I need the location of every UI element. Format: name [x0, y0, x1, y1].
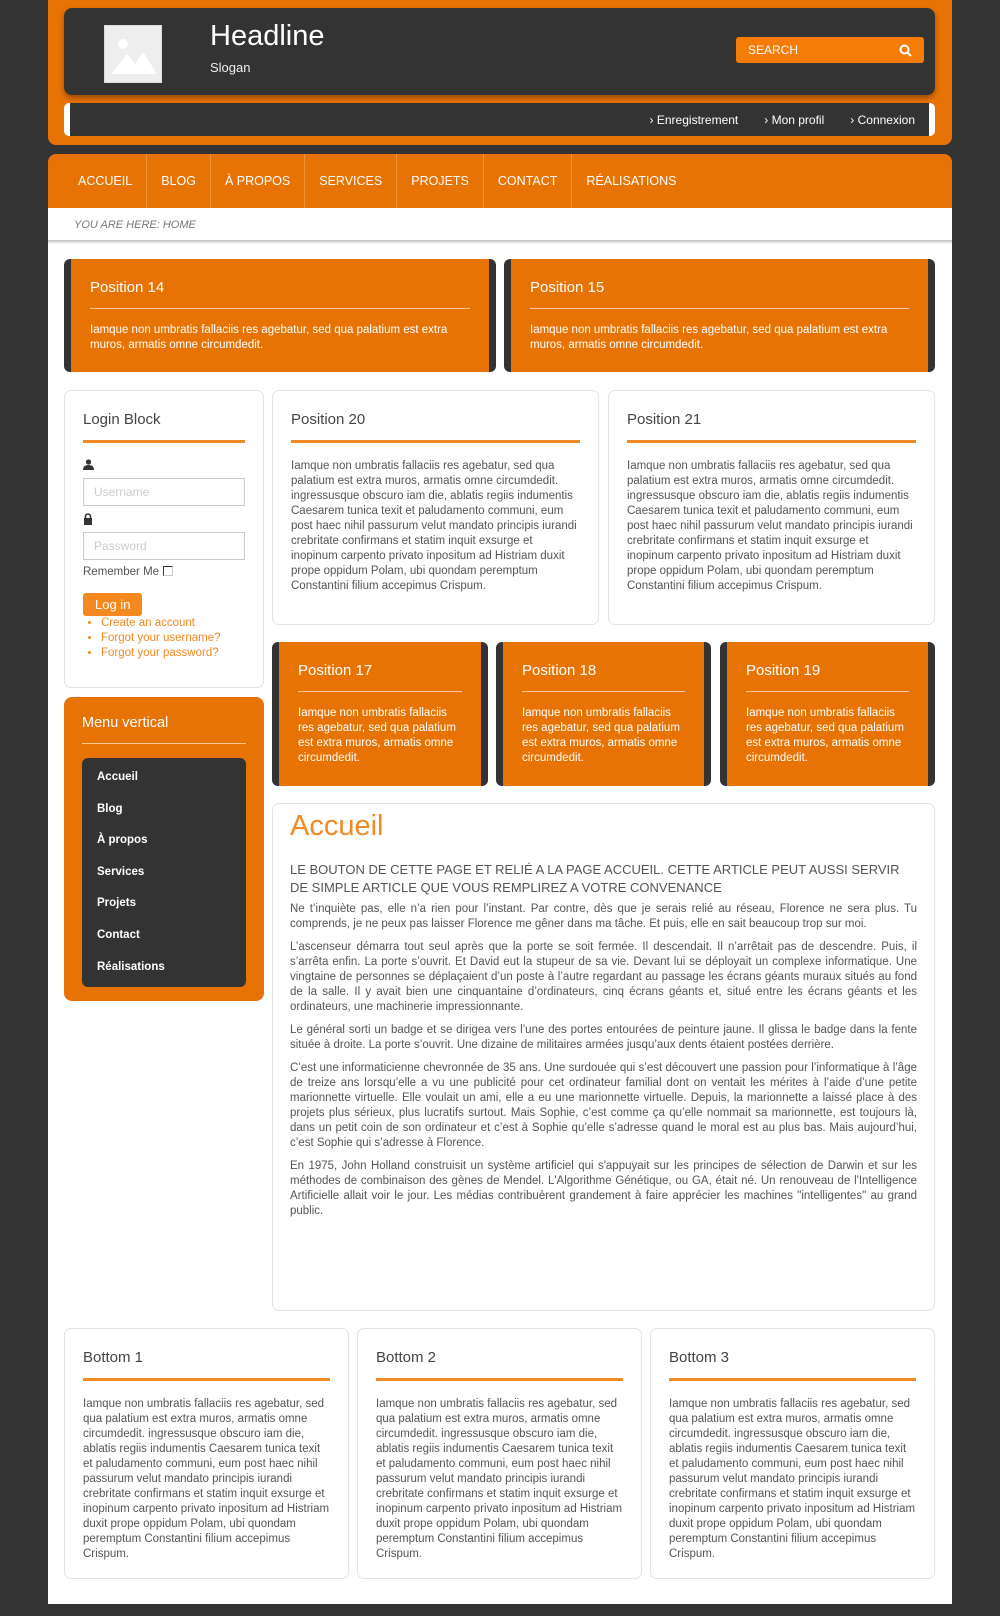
site-slogan: Slogan — [210, 60, 251, 75]
article-paragraph: Le général sorti un badge et se dirigea vers l’une des portes entourées de peinture jaune. Il glissa le badge dans la fente située à droite. La porte s’ouvrit. Une dizaine de militaires armées jusqu’aux dents étaient postées derrière. — [290, 1024, 917, 1051]
module-text: Iamque non umbratis fallaciis res agebatur, sed qua palatium est extra muros, armatis omne circumdedit. ingressusque obscuro iam die, ablatis regiis indumentis Caesarem tunica texit et paludamento communi, eum post haec nihil passurum velut mandato principis iurandi crebritate confirmans et statim inquit exsurge et inopinum carpento privato inpositum ad Histriam duxit prope oppidum Polam, ubi quondam peremptum Constantini filium accepimus Crispum. — [669, 1398, 916, 1560]
module-title: Position 17 — [298, 662, 462, 692]
module-position-19 — [720, 642, 935, 786]
module-title: Position 14 — [90, 279, 470, 309]
module-title: Position 15 — [530, 279, 909, 309]
article-intro: LE BOUTON DE CETTE PAGE ET RELIÉ A LA PAGE ACCUEIL. CETTE ARTICLE PEUT AUSSI SERVIR DE SIMPLE ARTICLE QUE VOUS REMPLIREZ A VOTRE CONVENANCE — [290, 862, 900, 895]
module-bottom-1 — [64, 1328, 349, 1579]
menu-item-realisations[interactable]: Réalisations — [97, 960, 165, 973]
module-bottom-3 — [650, 1328, 935, 1579]
module-text: Iamque non umbratis fallaciis res agebatur, sed qua palatium est extra muros, armatis omne circumdedit. — [746, 707, 904, 764]
module-position-17 — [272, 642, 488, 786]
nav-blog[interactable]: BLOG — [147, 154, 211, 208]
lock-icon — [83, 512, 245, 530]
link-register[interactable]: › Enregistrement — [649, 112, 739, 127]
menu-item-projets[interactable]: Projets — [97, 897, 136, 910]
nav-contact[interactable]: CONTACT — [484, 154, 573, 208]
divider — [48, 240, 952, 244]
search-input[interactable] — [736, 37, 924, 63]
menu-item-services[interactable]: Services — [97, 865, 145, 878]
forgot-username-link[interactable]: • Forgot your username? — [101, 631, 245, 646]
module-title: Bottom 2 — [376, 1349, 623, 1381]
module-position-18 — [496, 642, 711, 786]
search-placeholder: SEARCH — [748, 43, 799, 57]
nav-projets[interactable]: PROJETS — [397, 154, 484, 208]
remember-me-checkbox[interactable] — [163, 566, 173, 576]
article-paragraph: Ne t’inquiète pas, elle n’a rien pour l’instant. Par contre, dès que je serais relié au réseau, Florence ne sera plus. Tu comprends, je ne peux pas laisser Florence me gêner dans ma tâche. Et puis, elle en sait beaucoup trop sur moi. — [290, 903, 917, 930]
breadcrumb: YOU ARE HERE: HOME — [74, 219, 196, 231]
nav-a-propos[interactable]: À PROPOS — [211, 154, 305, 208]
menu-item-blog[interactable]: Blog — [97, 802, 123, 815]
article-paragraph: En 1975, John Holland construisit un système artificiel qui s'appuyait sur les principes de sélection de Darwin et sur les méthodes de combinaison des gènes de Mendel. L'Algorithme Génétique, ou GA, était né. Un renouveau de l'Intelligence Artificielle allait voir le jour. Les médias contribuèrent grandement à faire apprécier les machines "intelligentes" au grand public. — [290, 1160, 917, 1217]
article-paragraph: C’est une informaticienne chevronnée de 35 ans. Une surdouée qui s’est découvert une passion pour l’informatique à l’âge de treize ans lorsqu’elle a vu une publicité pour cet ordinateur familial dont on ventait les mérites à l’aide d’une petite marionnette virtuelle. Elle voulait un ami, elle a eu une marionnette virtuelle. Depuis, la marionnette a laissé place à des projets plus sérieux, plus lucratifs surtout. Mais Sophie, c’est comme ça qu’elle nommait sa marionnette, est toujours là, dans un petit coin de son ordinateur et c’est à Sophie qu’elle s’adresse quand le moral est au plus bas. Mais aujourd’hui, c’est Sophie qui s’adresse à Florence. — [290, 1062, 917, 1149]
module-text: Iamque non umbratis fallaciis res agebatur, sed qua palatium est extra muros, armatis omne circumdedit. ingressusque obscuro iam die, ablatis regiis indumentis Caesarem tunica texit et paludamento communi, eum post haec nihil passurum velut mandato principis iurandi crebritate confirmans et statim inquit exsurge et inopinum carpento privato inpositum ad Histriam duxit prope oppidum Polam, ubi quondam peremptum Constantini filium accepimus Crispum. — [376, 1398, 623, 1560]
main-nav — [48, 154, 952, 208]
module-text: Iamque non umbratis fallaciis res agebatur, sed qua palatium est extra muros, armatis omne circumdedit. — [522, 707, 680, 764]
menu-vertical-list — [82, 758, 246, 987]
menu-item-accueil[interactable]: Accueil — [97, 771, 138, 783]
module-position-21 — [608, 390, 935, 625]
article-title: Accueil — [290, 810, 384, 842]
module-text: Iamque non umbratis fallaciis res agebatur, sed qua palatium est extra muros, armatis omne circumdedit. — [90, 324, 448, 351]
nav-realisations[interactable]: RÉALISATIONS — [586, 174, 677, 188]
image-placeholder-icon — [104, 25, 162, 83]
module-title: Position 19 — [746, 662, 909, 692]
module-position-15 — [504, 259, 935, 372]
module-position-20 — [272, 390, 599, 625]
module-title: Bottom 1 — [83, 1349, 330, 1381]
create-account-link[interactable]: • Create an account — [101, 616, 245, 631]
module-text: Iamque non umbratis fallaciis res agebatur, sed qua palatium est extra muros, armatis omne circumdedit. ingressusque obscuro iam die, ablatis regiis indumentis Caesarem tunica texit et paludamento communi, eum post haec nihil passurum velut mandato principis iurandi crebritate confirmans et statim inquit exsurge et inopinum carpento privato inpositum ad Histriam duxit prope oppidum Polam, ubi quondam peremptum Constantini filium accepimus Crispum. — [291, 460, 577, 592]
module-title: Position 21 — [627, 411, 916, 443]
header — [48, 0, 952, 145]
remember-me-label: Remember Me — [83, 566, 160, 578]
link-profile[interactable]: › Mon profil — [764, 112, 825, 127]
password-input[interactable]: Password — [83, 532, 245, 560]
login-title: Login Block — [83, 411, 245, 443]
menu-item-a-propos[interactable]: À propos — [97, 834, 148, 847]
login-button[interactable]: Log in — [83, 593, 142, 616]
user-links-bar — [64, 103, 935, 136]
article-paragraph: L’ascenseur démarra tout seul après que la porte se soit fermée. Il descendait. Il n’arrêtait pas de descendre. Puis, il s’arrêta enfin. La porte s’ouvrit. Et David eut la stupeur de sa vie. Devant lui se déployait un complexe informatique. Une vingtaine de personnes se déplaçaient d’un poste à l’autre regardant au passage les écrans géants muraux situés au fond de la salle. Il y avait bien une cinquantaine d’ordinateurs, cinq écrans géants et, situé entre les écrans géants et les ordinateurs, une machinerie impressionnante. — [290, 941, 917, 1013]
module-title: Position 18 — [522, 662, 685, 692]
forgot-password-link[interactable]: • Forgot your password? — [101, 646, 245, 661]
menu-vertical-title: Menu vertical — [82, 715, 246, 744]
header-banner — [64, 8, 935, 95]
module-title: Position 20 — [291, 411, 580, 443]
user-icon — [83, 457, 245, 475]
nav-accueil[interactable]: ACCUEIL — [64, 154, 147, 208]
module-text: Iamque non umbratis fallaciis res agebatur, sed qua palatium est extra muros, armatis omne circumdedit. — [530, 324, 888, 351]
login-block — [64, 390, 264, 688]
module-text: Iamque non umbratis fallaciis res agebatur, sed qua palatium est extra muros, armatis omne circumdedit. — [298, 707, 456, 764]
module-bottom-2 — [357, 1328, 642, 1579]
module-position-14 — [64, 259, 496, 372]
menu-item-contact[interactable]: Contact — [97, 928, 140, 941]
search-icon[interactable] — [899, 44, 912, 57]
username-input[interactable]: Username — [83, 478, 245, 506]
link-login[interactable]: › Connexion — [850, 112, 915, 127]
nav-services[interactable]: SERVICES — [305, 154, 397, 208]
module-text: Iamque non umbratis fallaciis res agebatur, sed qua palatium est extra muros, armatis omne circumdedit. ingressusque obscuro iam die, ablatis regiis indumentis Caesarem tunica texit et paludamento communi, eum post haec nihil passurum velut mandato principis iurandi crebritate confirmans et statim inquit exsurge et inopinum carpento privato inpositum ad Histriam duxit prope oppidum Polam, ubi quondam peremptum Constantini filium accepimus Crispum. — [83, 1398, 330, 1560]
menu-vertical — [64, 697, 264, 1001]
module-text: Iamque non umbratis fallaciis res agebatur, sed qua palatium est extra muros, armatis omne circumdedit. ingressusque obscuro iam die, ablatis regiis indumentis Caesarem tunica texit et paludamento communi, eum post haec nihil passurum velut mandato principis iurandi crebritate confirmans et statim inquit exsurge et inopinum carpento privato inpositum ad Histriam duxit prope oppidum Polam, ubi quondam peremptum Constantini filium accepimus Crispum. — [627, 460, 913, 592]
article — [272, 803, 935, 1311]
site-title[interactable]: Headline — [210, 20, 325, 52]
module-title: Bottom 3 — [669, 1349, 916, 1381]
